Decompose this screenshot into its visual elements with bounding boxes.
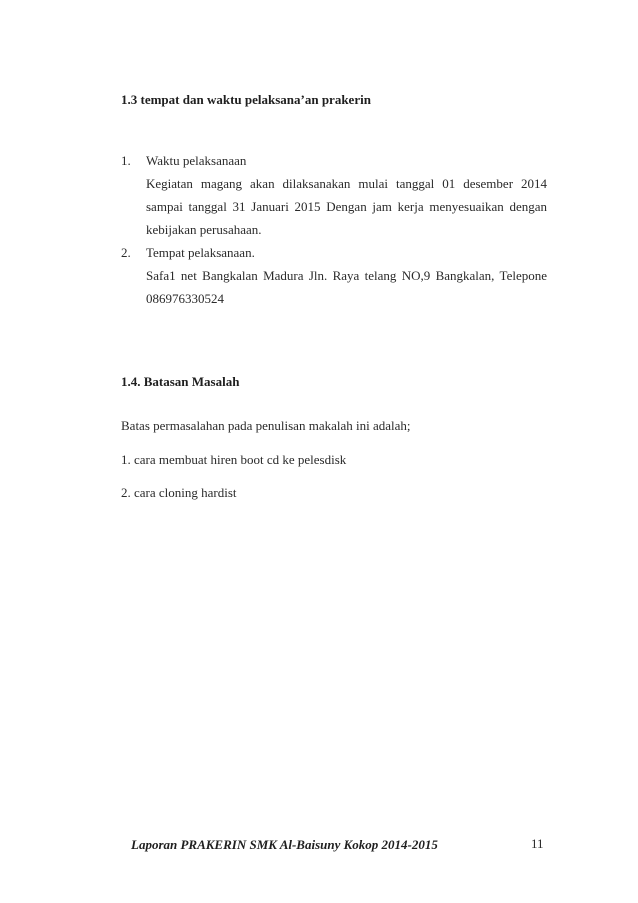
- section-heading-1-3: 1.3 tempat dan waktu pelaksana’an prakerin: [121, 92, 371, 107]
- problem-point: 2. cara cloning hardist: [121, 485, 237, 500]
- list-item-number: 2.: [121, 245, 131, 260]
- list-item-title: Tempat pelaksanaan.: [146, 245, 255, 260]
- list-item-number: 1.: [121, 153, 131, 168]
- list-item-text: Kegiatan magang akan dilaksanakan mulai tanggal 01 desember 2014 sampai tanggal 31 Januari 2015 Dengan jam kerja menyesuaikan dengan kebijakan perusahaan.: [146, 176, 547, 237]
- footer-title: Laporan PRAKERIN SMK Al-Baisuny Kokop 2014-2015: [131, 837, 438, 852]
- location-time-list: [121, 149, 547, 310]
- list-item-time: [121, 149, 547, 241]
- list-item-text: Safa1 net Bangkalan Madura Jln. Raya telang NO,9 Bangkalan, Telepone 086976330524: [146, 268, 547, 306]
- section-heading-1-4: 1.4. Batasan Masalah: [121, 374, 240, 389]
- problem-point: 1. cara membuat hiren boot cd ke pelesdisk: [121, 452, 347, 467]
- list-item-body: [146, 149, 547, 241]
- list-item-body: [146, 241, 547, 310]
- section-intro-text: Batas permasalahan pada penulisan makalah ini adalah;: [121, 418, 411, 433]
- list-item-place: [121, 241, 547, 310]
- list-item-title: Waktu pelaksanaan: [146, 153, 247, 168]
- page-number: 11: [531, 836, 544, 851]
